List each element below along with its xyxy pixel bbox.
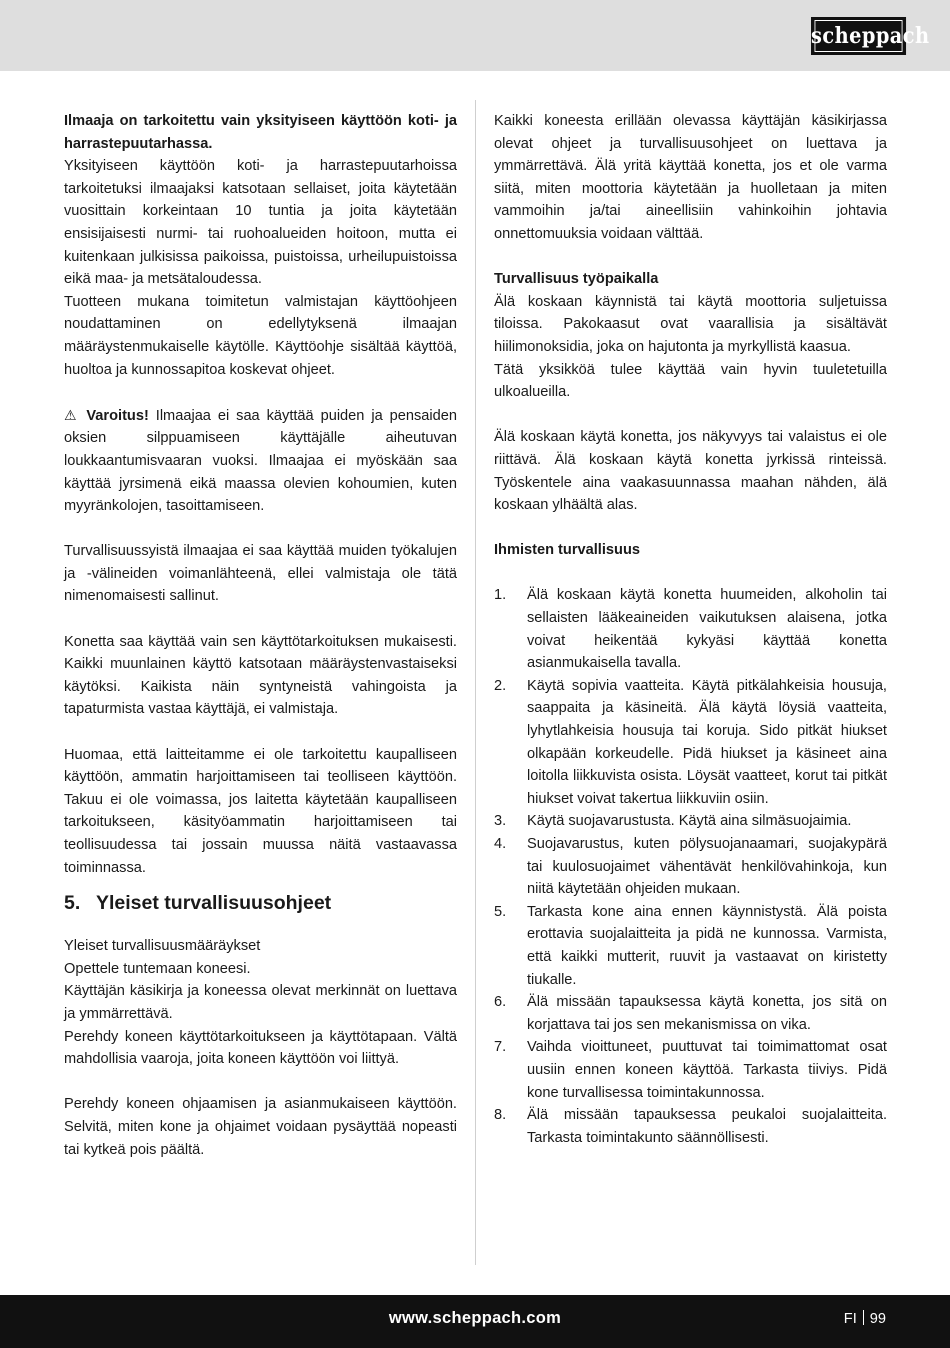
page-info — [844, 1310, 886, 1327]
column-divider — [475, 100, 476, 1265]
list-number: 3. — [494, 813, 507, 830]
safety-paragraph: Turvallisuussyistä ilmaajaa ei saa käyttää muiden työkalujen ja -välineiden voimanlähteenä, ellei valmistaja ole tätä nimenomaisesti sallinut. — [64, 543, 457, 605]
warning-triangle-icon: ⚠ — [64, 406, 80, 423]
page-separator — [863, 1310, 864, 1325]
list-text: Tarkasta kone aina ennen käynnistystä. Älä poista erottavia suojalaitteita ja pidä ne kunnossa. Varmista, että kaikki mutterit, ruuvit ja vastaavat on kiristetty tiukalle. — [527, 903, 887, 988]
list-number: 8. — [494, 1107, 507, 1124]
warning-paragraph — [64, 404, 457, 518]
manual-paragraph-right: Kaikki koneesta erillään olevassa käyttäjän käsikirjassa olevat ohjeet ja turvallisuusohjeet on luettava ja ymmärrettävä. Älä yritä käyttää konetta, jos et ole varma siitä, miten moottoria käytetään ja huolletaan ja miten vammoihin ja/tai aineellisiin vahinkoihin johtavia onnettomuuksia voidaan välttää. — [494, 113, 887, 242]
list-number: 2. — [494, 677, 507, 694]
section-heading — [64, 890, 457, 916]
list-item — [494, 833, 887, 901]
list-text: Älä missään tapauksessa käytä konetta, jos sitä on korjattava tai jos sen mekanismissa on vika. — [527, 994, 887, 1033]
section-title: Yleiset turvallisuusohjeet — [96, 892, 332, 915]
warning-label: Varoitus! — [86, 407, 149, 424]
list-text: Älä missään tapauksessa peukaloi suojalaitteita. Tarkasta toimintakunto säännöllisesti. — [527, 1107, 887, 1146]
right-column — [494, 110, 887, 1149]
list-item — [494, 901, 887, 991]
list-text: Käytä sopivia vaatteita. Käytä pitkälahkeisia housuja, saappaita ja käsineitä. Älä käytä löysiä vaatteita, lyhytlahkeisia housuja tai koruja. Sido pitkät hiukset olkapään korkeudelle. Pidä hiukset ja käsineet aina loitolla liikkuvista osista. Löysät vaatteet, korut tai pitkät hiukset voivat takertua liikkuviin osiin. — [527, 677, 887, 807]
page-header — [0, 0, 950, 71]
section-number: 5. — [64, 892, 81, 915]
list-number: 6. — [494, 994, 507, 1011]
controls-paragraph: Perehdy koneen ohjaamisen ja asianmukaiseen käyttöön. Selvitä, miten kone ja ohjaimet voidaan pysäyttää nopeasti tai kytkeä pois päältä. — [64, 1096, 457, 1158]
people-heading: Ihmisten turvallisuus — [494, 542, 640, 559]
list-number: 4. — [494, 836, 507, 852]
list-item — [494, 810, 887, 833]
general-line: Opettele tuntemaan koneesi. — [64, 960, 251, 977]
list-number: 1. — [494, 587, 507, 604]
general-line: Perehdy koneen käyttötarkoitukseen ja käyttötapaan. Vältä mahdollisia vaaroja, joita koneen käyttöön voi liittyä. — [64, 1028, 457, 1068]
list-text: Käytä suojavarustusta. Käytä aina silmäsuojaimia. — [527, 813, 852, 830]
list-item — [494, 675, 887, 811]
intended-use-paragraph: Konetta saa käyttää vain sen käyttötarkoituksen mukaisesti. Kaikki muunlainen käyttö katsotaan määräystenvastaiseksi käytöksi. Kaikista näin syntyneistä vahingoista ja tapaturmista vastaa käyttäjä, ei valmistaja. — [64, 633, 457, 718]
general-line: Yleiset turvallisuusmääräykset — [64, 938, 261, 955]
page-number: 99 — [869, 1311, 886, 1327]
intro-paragraph: Yksityiseen käyttöön koti- ja harrastepuutarhoissa tarkoitetuksi ilmaajaksi katsotaan sellaiset, joita käytetään vuosittain korkeintaan 10 tuntia ja joita käytetään ensisijaisesti nurmi- tai ruohoalueiden hoitoon, mutta ei kuitenkaan julkisissa paikoissa, puistoissa, urheilupuistoissa eikä maa- ja metsätaloudessa. — [64, 158, 457, 288]
workplace-paragraph: Älä koskaan käynnistä tai käytä moottoria suljetuissa tiloissa. Pakokaasut ovat vaarallisia ja sisältävät hiilimonoksidia, joka on hajutonta ja myrkyllistä kaasua. — [494, 293, 887, 355]
list-text: Vaihda vioittuneet, puuttuvat tai toimimattomat osat uusiin ennen koneen käyttöä. Tarkasta tiiviys. Pidä kone turvallisessa toimintakunnossa. — [527, 1039, 887, 1101]
visibility-paragraph: Älä koskaan käytä konetta, jos näkyvyys tai valaistus ei ole riittävä. Älä koskaan käytä konetta jyrkissä rinteissä. Työskentele aina vaakasuunnassa maahan nähden, älä koskaan ylhäältä alas. — [494, 429, 887, 514]
left-column — [64, 110, 457, 1161]
page-footer — [0, 1295, 950, 1348]
manual-paragraph: Tuotteen mukana toimitetun valmistajan käyttöohjeen noudattaminen on edellytyksenä ilmaajan määräystenmukaiselle käytölle. Käyttöohje sisältää käyttöä, huoltoa ja kunnossapitoa koskevat ohjeet. — [64, 293, 457, 378]
list-item — [494, 1104, 887, 1149]
workplace-heading: Turvallisuus työpaikalla — [494, 271, 659, 288]
list-text: Suojavarustus, kuten pölysuojanaamari, suojakypärä tai kuulosuojaimet vähentävät henkilövahinkoja, kun niitä käytetään ohjeiden mukaan. — [527, 836, 887, 898]
language-code: FI — [843, 1311, 857, 1327]
list-number: 5. — [494, 903, 507, 920]
list-item — [494, 584, 887, 674]
list-text: Älä koskaan käytä konetta huumeiden, alkoholin tai sellaisten lääkeaineiden vaikutuksen alaisena, jotka voivat heikentää kykyäsi käyttää konetta asianmukaisella tavalla. — [527, 587, 887, 672]
list-number: 7. — [494, 1039, 507, 1056]
safety-list — [494, 584, 887, 1149]
list-item — [494, 991, 887, 1036]
list-item — [494, 1036, 887, 1104]
website-link[interactable]: www.scheppach.com — [388, 1309, 562, 1327]
workplace-paragraph: Tätä yksikköä tulee käyttää vain hyvin tuuletetuilla ulkoalueilla. — [494, 361, 887, 401]
warning-text: Ilmaajaa ei saa käyttää puiden ja pensaiden oksien silppuamiseen käyttäjälle aiheutuvan loukkaantumisvaaran vuoksi. Ilmaajaa ei myöskään saa käyttää jyrsimenä eikä maassa olevien kohoumien, kuten myyränkolojen, tasoittamiseen. — [64, 407, 457, 515]
commercial-paragraph: Huomaa, että laitteitamme ei ole tarkoitettu kaupalliseen käyttöön, ammatin harjoittamiseen tai teolliseen käyttöön. Takuu ei ole voimassa, jos laitetta käytetään kaupalliseen tarkoitukseen, käsityöammatin harjoittamiseen tai teollisuudessa tai jossain muussa näitä vastaavassa toiminnassa. — [64, 746, 457, 876]
general-line: Käyttäjän käsikirja ja koneessa olevat merkinnät on luettava ja ymmärrettävä. — [64, 983, 457, 1022]
scheppach-logo: scheppach — [811, 17, 906, 55]
intro-heading: Ilmaaja on tarkoitettu vain yksityiseen käyttöön koti- ja harrastepuutarhassa. — [64, 113, 457, 152]
